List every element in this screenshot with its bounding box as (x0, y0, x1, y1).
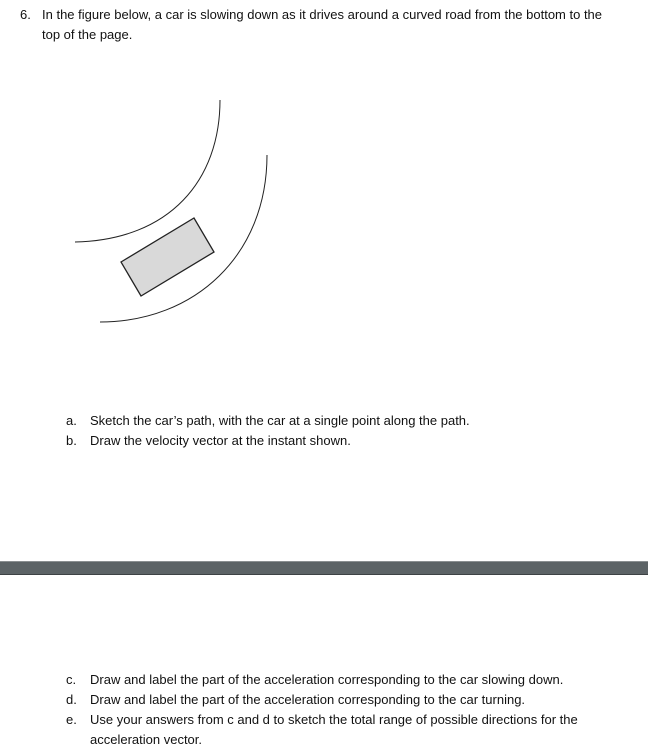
part-a-text: Sketch the car’s path, with the car at a single point along the path. (90, 413, 470, 428)
part-a (66, 411, 626, 431)
parts-list-cde (66, 670, 626, 750)
road-inner-edge (75, 100, 220, 242)
part-c-text: Draw and label the part of the acceleration corresponding to the car slowing down. (90, 672, 564, 687)
part-d (66, 690, 626, 710)
part-e (66, 710, 626, 750)
part-a-marker: a. (66, 413, 77, 428)
part-d-text: Draw and label the part of the acceleration corresponding to the car turning. (90, 692, 526, 707)
section-divider (0, 561, 648, 575)
car (121, 218, 214, 296)
part-e-marker: e. (66, 712, 77, 727)
part-b (66, 431, 626, 451)
part-b-marker: b. (66, 433, 77, 448)
question-text: In the figure below, a car is slowing down as it drives around a curved road from the bottom to the top of the page. (42, 7, 603, 42)
part-c-marker: c. (66, 672, 77, 687)
part-b-text: Draw the velocity vector at the instant shown. (90, 433, 351, 448)
question-number: 6. (20, 7, 31, 22)
part-d-marker: d. (66, 692, 77, 707)
part-e-text: Use your answers from c and d to sketch the total range of possible directions for the acceleration vector. (90, 712, 578, 747)
part-c (66, 670, 626, 690)
parts-list-ab (66, 411, 626, 451)
